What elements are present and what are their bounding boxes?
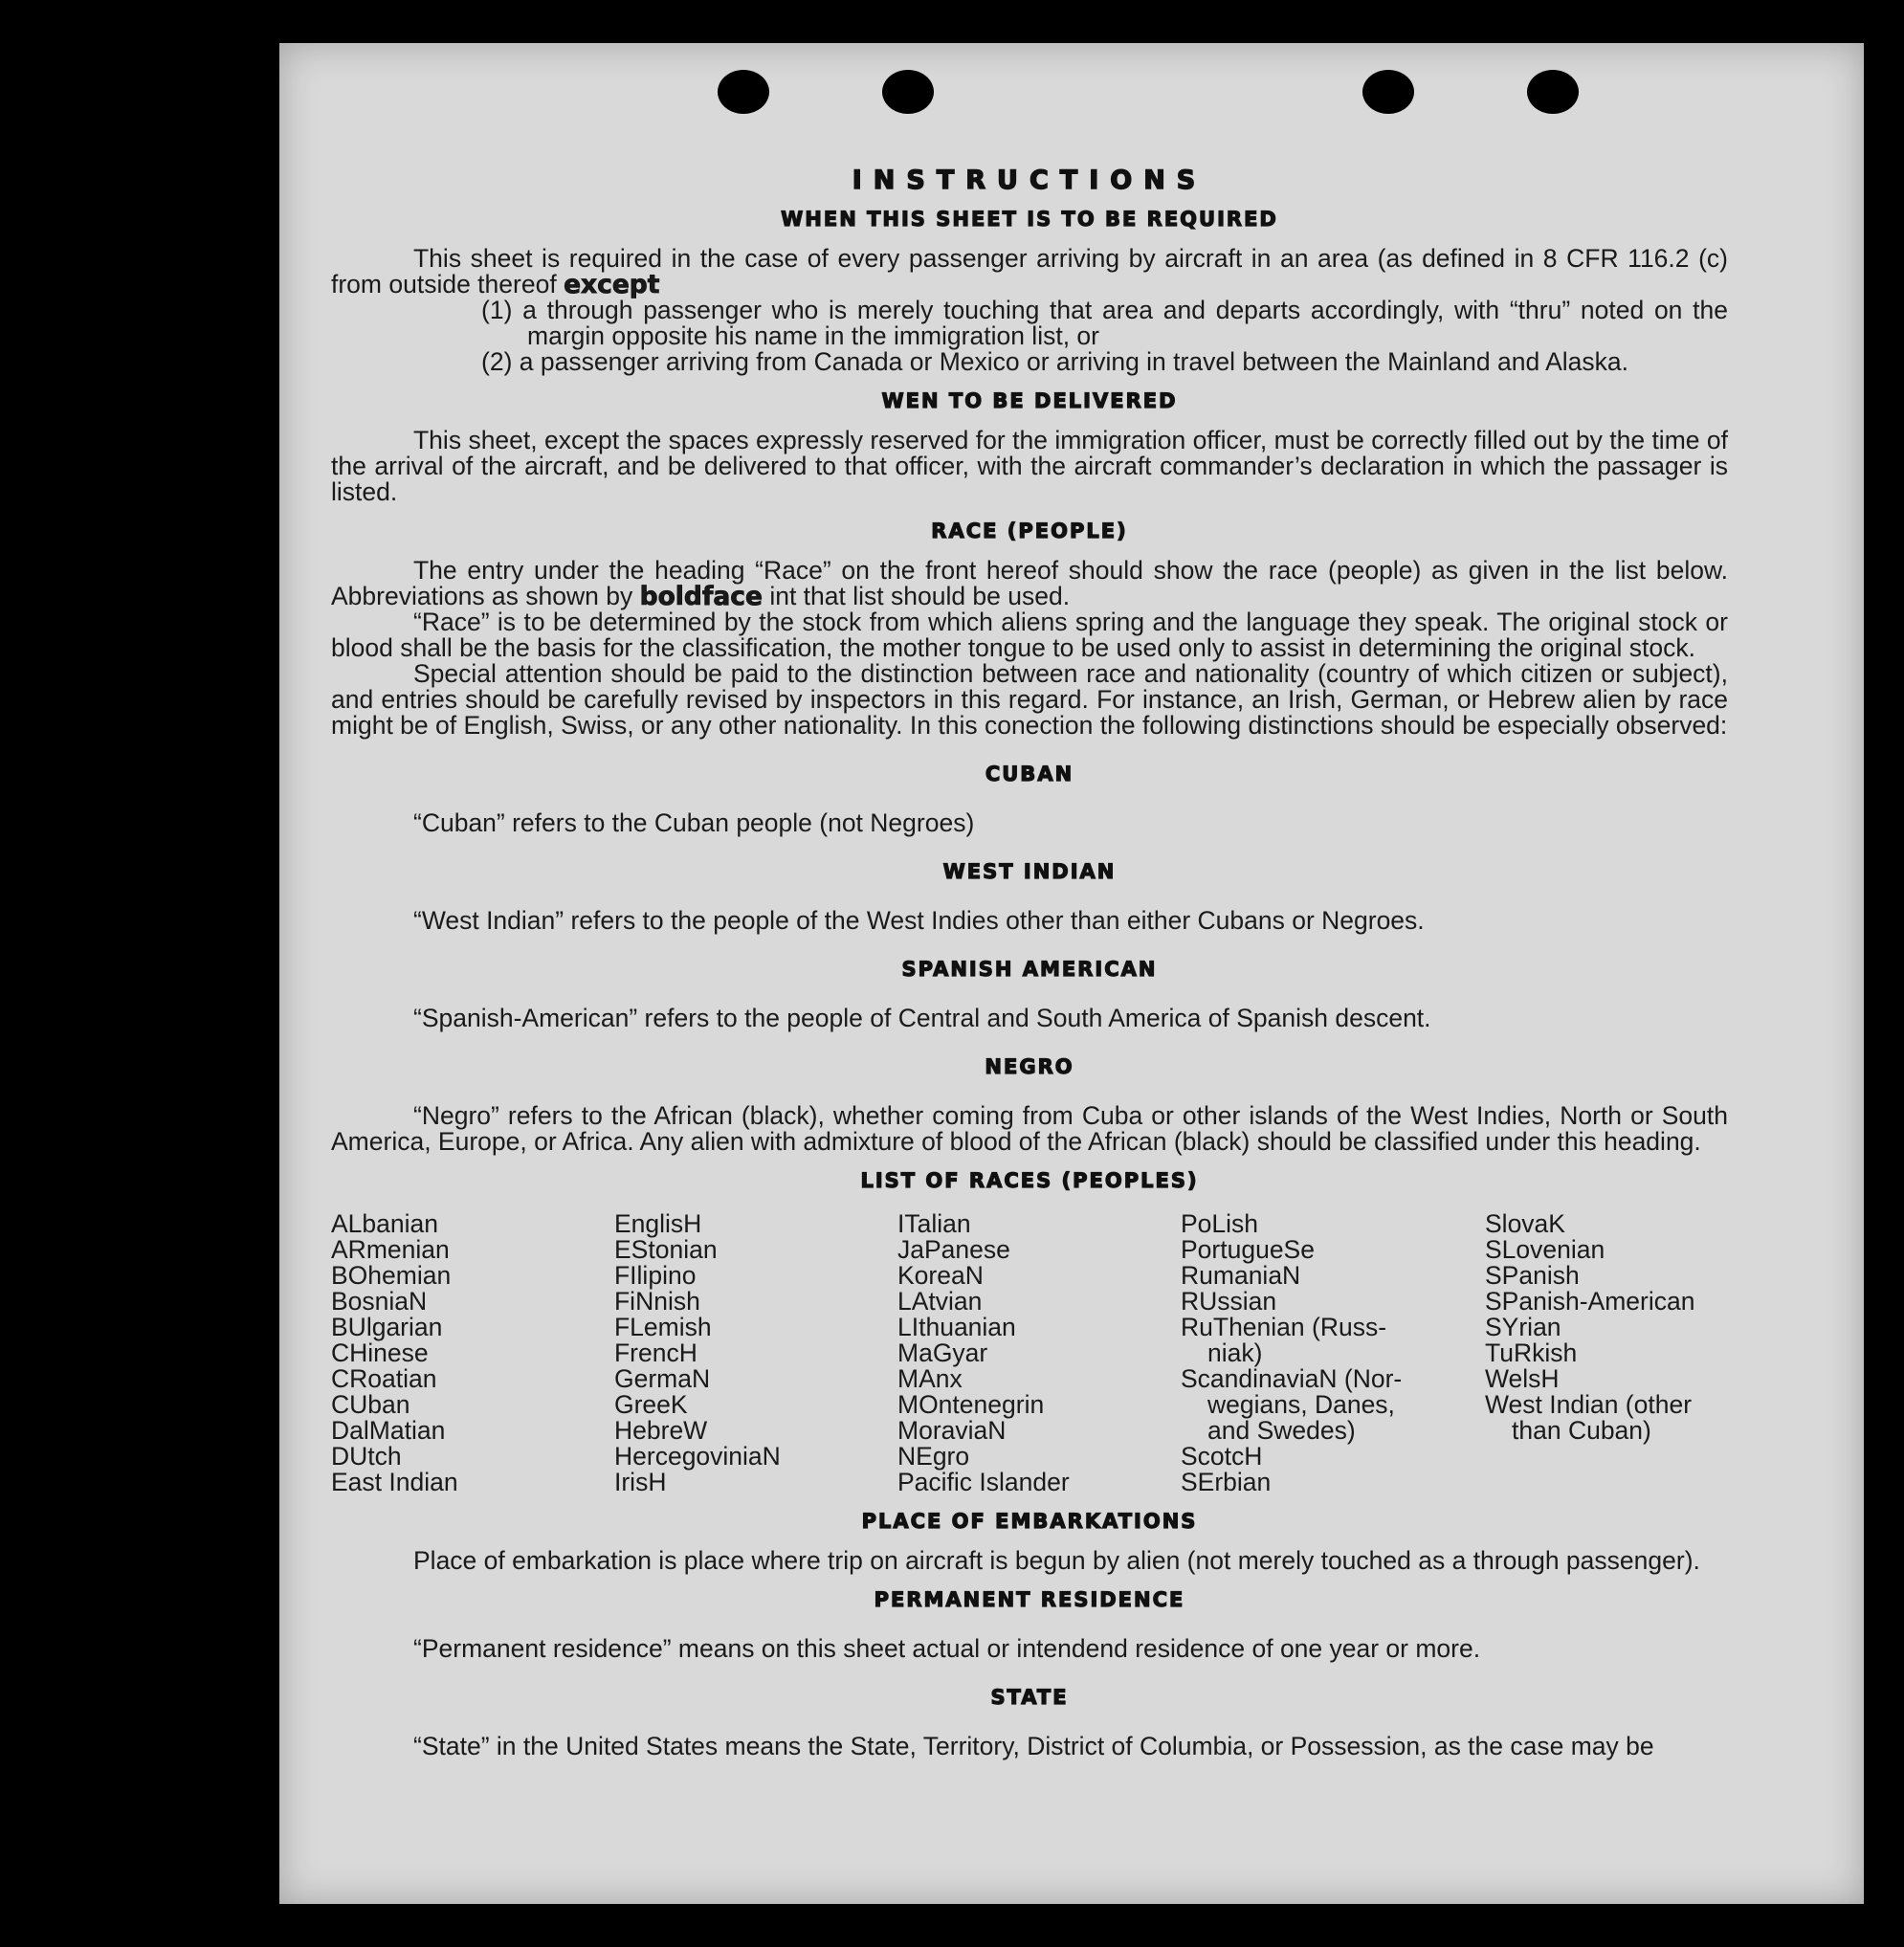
race-item: RumaniaN — [1181, 1261, 1301, 1290]
race-item: LAtvian — [897, 1287, 983, 1316]
heading-west-indian: WEST INDIAN — [942, 860, 1117, 883]
heading-when-required: WHEN THIS SHEET IS TO BE REQUIRED — [781, 208, 1278, 231]
race-item: TuRkish — [1485, 1339, 1578, 1367]
races-list — [331, 1211, 1728, 1495]
race-item: FLemish — [614, 1313, 712, 1341]
race-item: HebreW — [614, 1416, 708, 1445]
race-item: IrisH — [614, 1468, 667, 1496]
race-item: SErbian — [1181, 1468, 1272, 1496]
race-item: HercegoviniaN — [614, 1442, 781, 1471]
race-item: MOntenegrin — [897, 1390, 1045, 1419]
race-paragraph-2: “Race” is to be determined by the stock from which aliens spring and the language they speak. The original stock or blood shall be the basis for the classification, the mother tongue to be used only to assist in determining the original stock. — [331, 608, 1728, 662]
race-item: ALbanian — [331, 1209, 438, 1238]
race-item: MoraviaN — [897, 1416, 1007, 1445]
race-item: BosniaN — [331, 1287, 428, 1316]
race-item: CHinese — [331, 1339, 429, 1367]
west-indian-text: “West Indian” refers to the people of the West Indies other than either Cubans or Negroes. — [413, 906, 1425, 935]
race-item: East Indian — [331, 1468, 458, 1496]
boldface-word: boldface — [639, 582, 763, 611]
race-item: JaPanese — [897, 1235, 1010, 1264]
race-item-continuation: wegians, Danes, — [1207, 1390, 1395, 1419]
race-item: NEgro — [897, 1442, 970, 1471]
race-item-continuation: and Swedes) — [1207, 1416, 1356, 1445]
race-item: EnglisH — [614, 1209, 702, 1238]
heading-race: RACE (PEOPLE) — [931, 520, 1128, 542]
punch-hole — [718, 70, 769, 114]
heading-state: STATE — [990, 1686, 1069, 1709]
heading-embarkation: PLACE OF EMBARKATIONS — [861, 1510, 1198, 1533]
state-text: “State” in the United States means the State, Territory, District of Columbia, or Possession, as the case may be — [413, 1732, 1654, 1760]
race-item: MAnx — [897, 1364, 963, 1393]
race-item: CUban — [331, 1390, 410, 1419]
punch-hole — [882, 70, 934, 114]
heading-permanent-residence: PERMANENT RESIDENCE — [874, 1588, 1185, 1611]
when-required-item-1: (1) a through passenger who is merely touching that area and departs accordingly, with “thru” noted on the margin opposite his name in the immigration list, or — [481, 296, 1728, 350]
race-item: WelsH — [1485, 1364, 1560, 1393]
race-item: RUssian — [1181, 1287, 1277, 1316]
race-item: DalMatian — [331, 1416, 446, 1445]
race-item: CRoatian — [331, 1364, 437, 1393]
permanent-residence-text: “Permanent residence” means on this sheet actual or intendend residence of one year or more. — [413, 1634, 1481, 1663]
race-item: FIlipino — [614, 1261, 697, 1290]
punch-hole — [1527, 70, 1579, 114]
races-column-2 — [614, 1211, 897, 1495]
race-item: ARmenian — [331, 1235, 450, 1264]
document-sheet — [279, 43, 1864, 1904]
race-item: BUlgarian — [331, 1313, 443, 1341]
race-item: FrencH — [614, 1339, 697, 1367]
race-item: SPanish-American — [1485, 1287, 1695, 1316]
races-column-3 — [897, 1211, 1181, 1495]
race-item: SPanish — [1485, 1261, 1580, 1290]
heading-when-delivered: WEN TO BE DELIVERED — [881, 389, 1178, 412]
race-item: SLovenian — [1485, 1235, 1605, 1264]
race-item: FiNnish — [614, 1287, 700, 1316]
except-label: except — [564, 270, 660, 299]
races-column-4 — [1181, 1211, 1485, 1495]
race-item-continuation: than Cuban) — [1512, 1416, 1651, 1445]
race-item: SYrian — [1485, 1313, 1561, 1341]
when-delivered-text: This sheet, except the spaces expressly reserved for the immigration officer, must be correctly filled out by the time of the arrival of the aircraft, and be delivered to that officer, with the aircraft commander’s declaration in which the passager is listed. — [331, 426, 1728, 506]
document-title: INSTRUCTIONS — [852, 166, 1207, 195]
race-item: LIthuanian — [897, 1313, 1016, 1341]
heading-negro: NEGRO — [985, 1055, 1074, 1078]
when-required-intro: This sheet is required in the case of every passenger arriving by aircraft in an area (as defined in 8 CFR 116.2 (c) from outside thereof except — [331, 244, 1728, 299]
race-item: PoLish — [1181, 1209, 1259, 1238]
race-item: BOhemian — [331, 1261, 452, 1290]
race-item: Pacific Islander — [897, 1468, 1070, 1496]
race-item: GreeK — [614, 1390, 688, 1419]
negro-text: “Negro” refers to the African (black), whether coming from Cuba or other islands of the West Indies, North or South America, Europe, or Africa. Any alien with admixture of blood of the African (black) should be classified under this heading. — [331, 1101, 1728, 1156]
heading-spanish-american: SPANISH AMERICAN — [901, 958, 1158, 981]
races-column-5 — [1485, 1211, 1728, 1495]
race-item: ScotcH — [1181, 1442, 1263, 1471]
race-paragraph-3: Special attention should be paid to the distinction between race and nationality (country of which citizen or subject), and entries should be carefully revised by inspectors in this regard. For instance, an Irish, German, or Hebrew alien by race might be of English, Swiss, or any other nationality. In this conection the following distinctions should be especially observed: — [331, 659, 1728, 740]
race-item: DUtch — [331, 1442, 402, 1471]
heading-list-of-races: LIST OF RACES (PEOPLES) — [860, 1169, 1199, 1192]
race-item: ScandinaviaN (Nor- — [1181, 1364, 1403, 1393]
heading-cuban: CUBAN — [985, 763, 1074, 785]
race-item: RuThenian (Russ- — [1181, 1313, 1387, 1341]
race-item: SlovaK — [1485, 1209, 1565, 1238]
race-item: EStonian — [614, 1235, 718, 1264]
race-item: ITalian — [897, 1209, 971, 1238]
race-item: KoreaN — [897, 1261, 984, 1290]
race-paragraph-1: The entry under the heading “Race” on the front hereof should show the race (people) as given in the list below. Abbreviations as shown by boldface int that list should be used. — [331, 556, 1728, 611]
embarkation-text: Place of embarkation is place where trip on aircraft is begun by alien (not merely touched as a through passenger). — [413, 1546, 1700, 1575]
race-item-continuation: niak) — [1207, 1339, 1263, 1367]
race-item: West Indian (other — [1485, 1390, 1693, 1419]
race-item: PortugueSe — [1181, 1235, 1315, 1264]
punch-hole — [1362, 70, 1414, 114]
document-body — [331, 167, 1728, 1759]
spanish-american-text: “Spanish-American” refers to the people of Central and South America of Spanish descent. — [413, 1004, 1431, 1032]
races-column-1 — [331, 1211, 614, 1495]
when-required-item-2: (2) a passenger arriving from Canada or Mexico or arriving in travel between the Mainland and Alaska. — [481, 347, 1628, 376]
cuban-text: “Cuban” refers to the Cuban people (not Negroes) — [413, 808, 975, 837]
race-item: MaGyar — [897, 1339, 988, 1367]
race-item: GermaN — [614, 1364, 711, 1393]
